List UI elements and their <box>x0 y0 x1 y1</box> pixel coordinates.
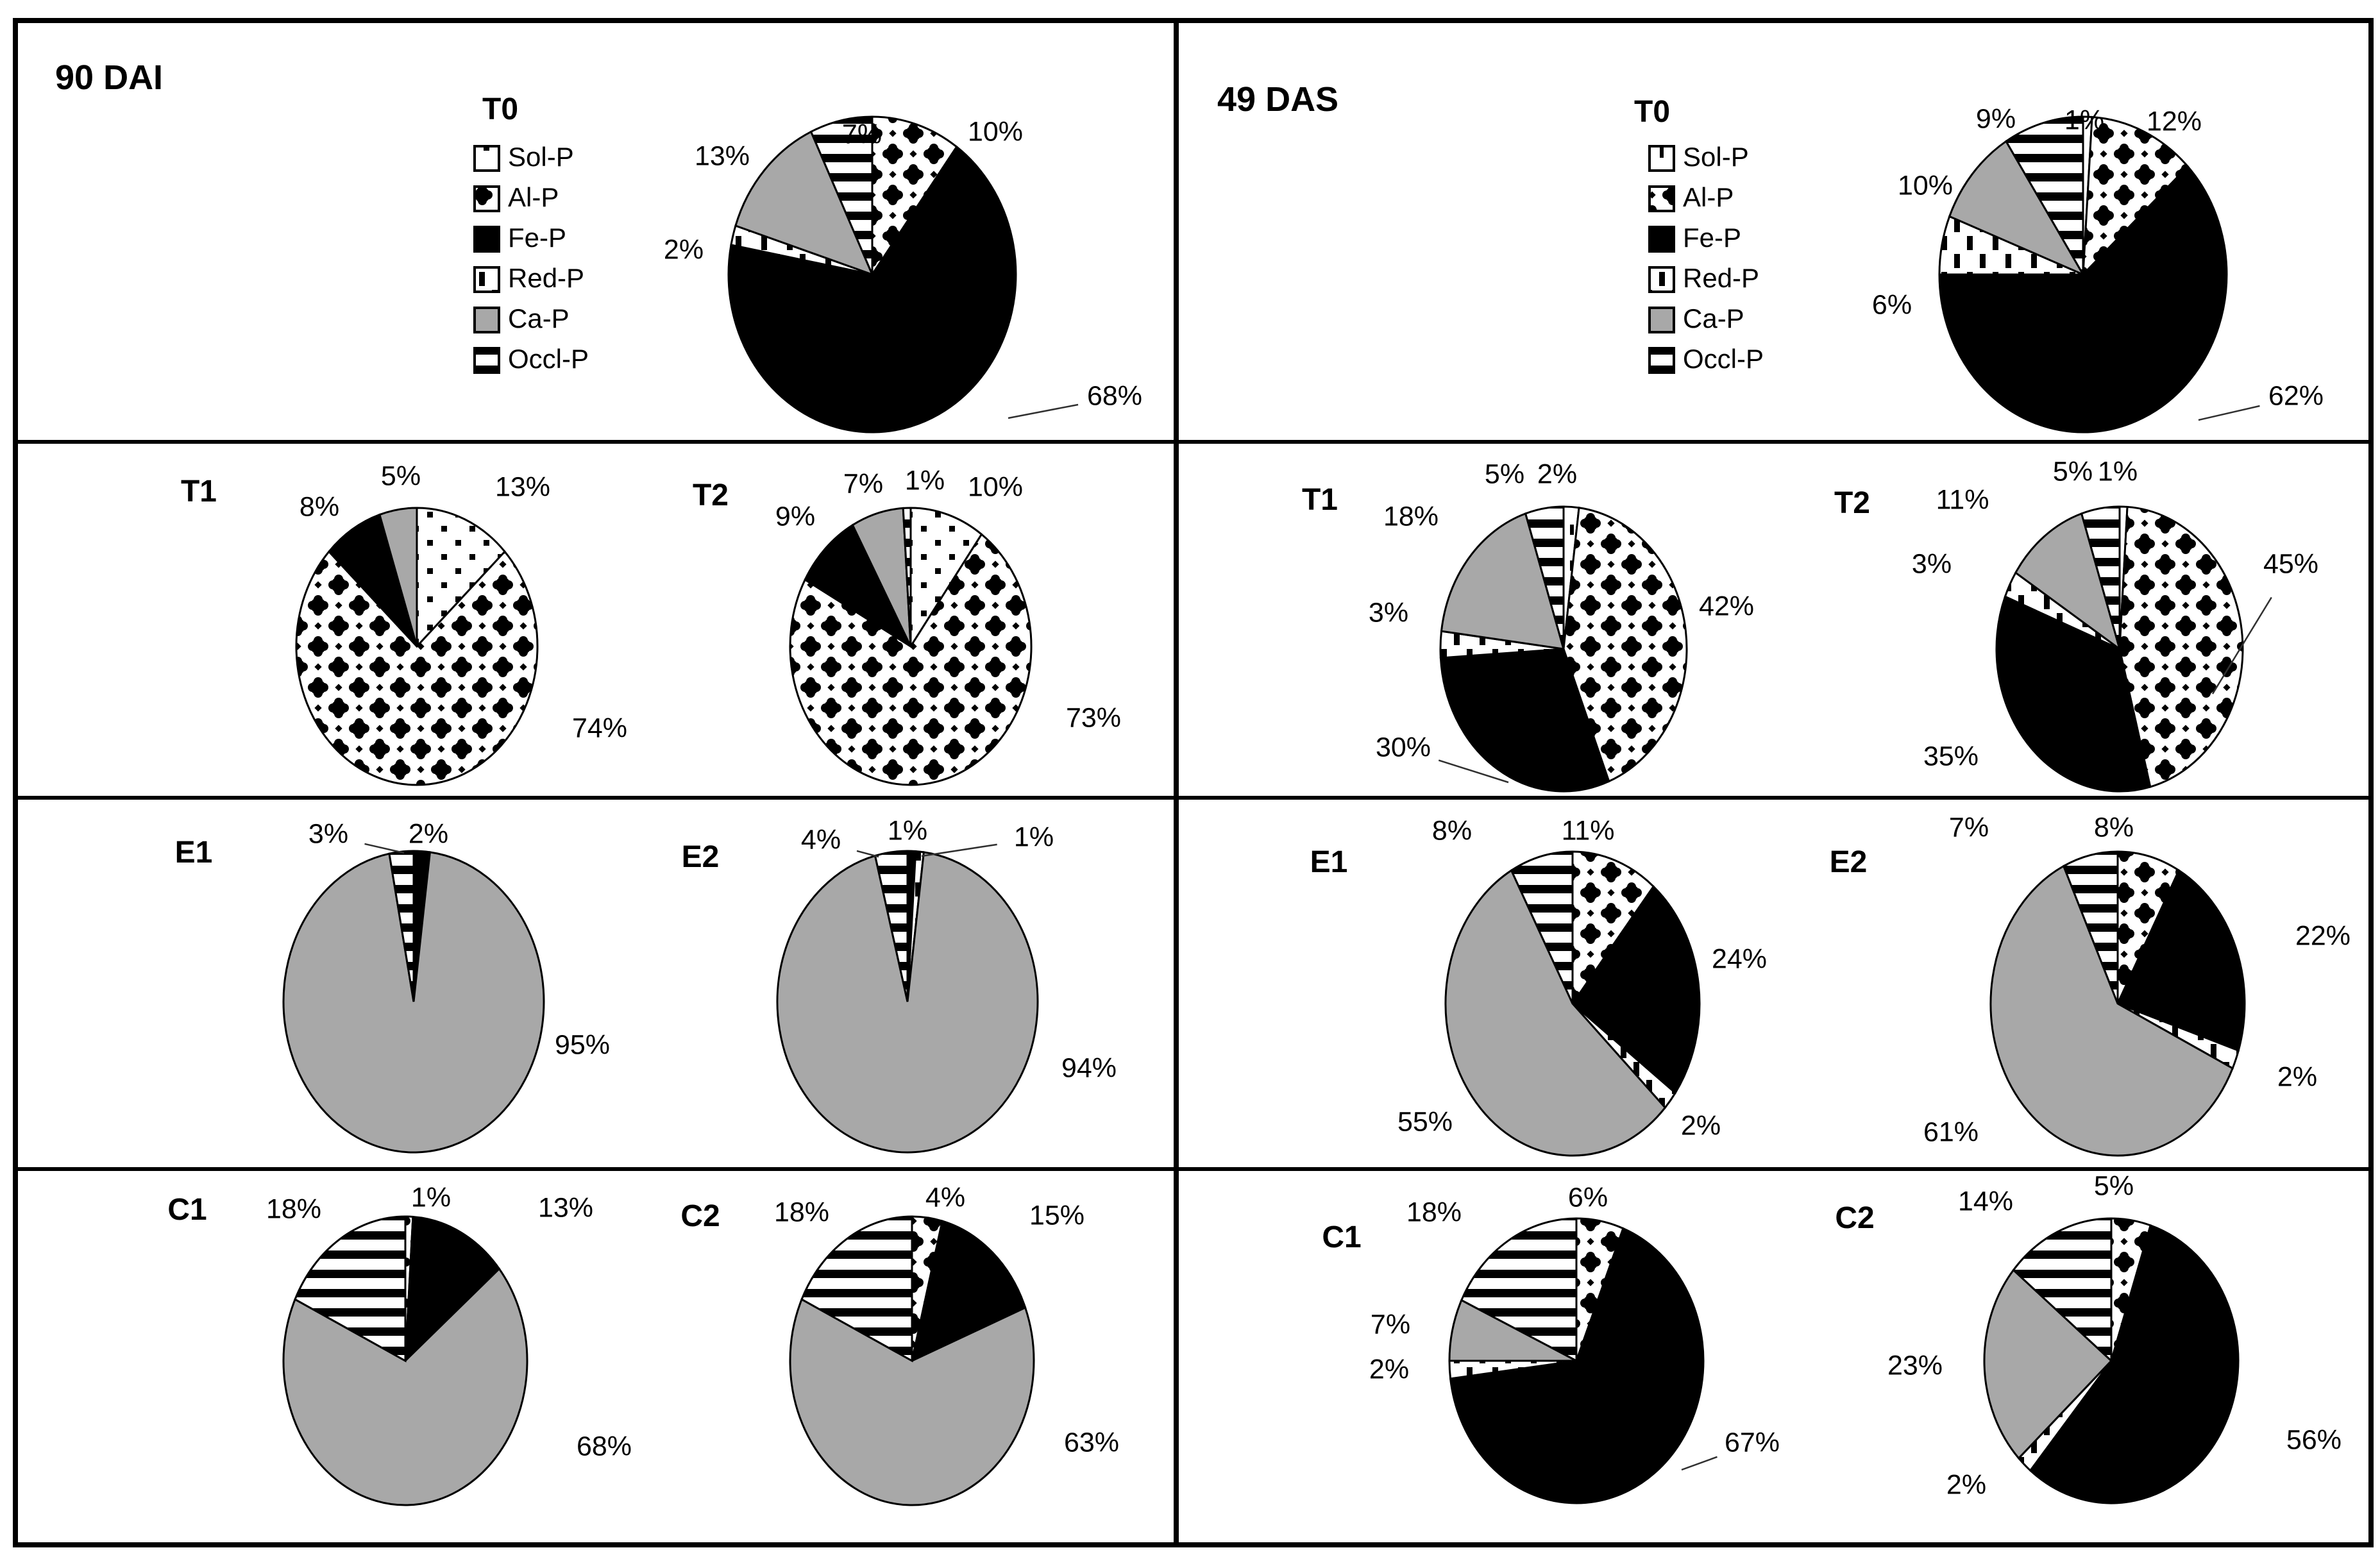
pie-title-T0: T0 <box>482 92 519 126</box>
legend-item-label: Red-P <box>1683 263 1760 293</box>
pct-label-occl: 18% <box>1406 1197 1462 1228</box>
pct-label-fe: 2% <box>408 818 449 850</box>
pie-title-C2: C2 <box>1835 1201 1875 1235</box>
pct-label-fe: 22% <box>2295 920 2351 952</box>
pct-label-red: 2% <box>2277 1061 2318 1093</box>
legend-item-label: Al-P <box>508 182 559 212</box>
pie-title-E1: E1 <box>1310 845 1348 879</box>
pct-label-fe: 24% <box>1711 943 1768 975</box>
legend-item-label: Occl-P <box>1683 344 1764 374</box>
pct-label-fe: 35% <box>1923 741 1979 772</box>
pct-label-occl: 4% <box>800 824 841 855</box>
sol-legend-swatch-icon <box>1650 146 1674 171</box>
pct-label-sol: 1% <box>2064 105 2105 136</box>
pct-label-red: 3% <box>1911 548 1952 580</box>
pct-label-al: 11% <box>1561 815 1615 846</box>
pie-90DAI-E1 <box>175 818 610 1152</box>
legend-item-label: Al-P <box>1683 182 1734 212</box>
occl-legend-swatch-icon <box>475 348 499 373</box>
pie-title-T2: T2 <box>1834 486 1871 520</box>
pct-label-occl: 7% <box>1948 812 1989 843</box>
ca-legend-swatch-icon <box>475 308 499 332</box>
pie-49DAS-C2 <box>1835 1170 2342 1503</box>
pct-label-ca: 13% <box>694 140 750 172</box>
pie-90DAI-T0 <box>482 92 1142 432</box>
pct-label-ca: 63% <box>1063 1427 1120 1458</box>
pct-label-ca: 5% <box>380 460 421 492</box>
legend-item-label: Occl-P <box>508 344 589 374</box>
pct-label-red: 2% <box>1680 1110 1721 1141</box>
pie-title-C1: C1 <box>1322 1220 1362 1254</box>
pies-layer <box>167 92 2350 1505</box>
red-legend-swatch-icon <box>1650 267 1674 292</box>
pct-label-occl: 18% <box>266 1193 322 1225</box>
pie-title-E1: E1 <box>174 836 213 870</box>
pie-title-T2: T2 <box>692 478 729 512</box>
pct-label-ca: 61% <box>1923 1116 1979 1148</box>
pct-label-ca: 23% <box>1887 1350 1943 1381</box>
pie-title-T1: T1 <box>180 475 217 509</box>
pie-90DAI-T2 <box>693 465 1121 785</box>
pct-label-occl: 14% <box>1957 1186 2014 1217</box>
pie-49DAS-E2 <box>1830 812 2350 1156</box>
pct-label-fe: 62% <box>2268 380 2324 412</box>
al-legend-swatch-icon <box>475 187 499 211</box>
panel-title-49das: 49 DAS <box>1217 80 1339 119</box>
pct-label-fe: 15% <box>1029 1200 1085 1231</box>
pct-label-sol: 2% <box>1537 459 1578 490</box>
pct-label-fe: 67% <box>1724 1427 1780 1458</box>
pct-label-ca: 18% <box>1383 501 1439 532</box>
pct-label-fe: 56% <box>2286 1424 2342 1456</box>
pct-label-ca: 95% <box>554 1029 611 1061</box>
label-leader-line <box>1682 1457 1717 1470</box>
legend-item-label: Ca-P <box>1683 303 1744 333</box>
pie-title-C2: C2 <box>680 1199 720 1233</box>
legend-item-label: Ca-P <box>508 303 570 333</box>
pct-label-occl: 7% <box>841 119 882 150</box>
pct-label-al: 5% <box>2093 1170 2134 1202</box>
legend-item-label: Sol-P <box>508 142 574 172</box>
pie-49DAS-T2 <box>1834 456 2318 791</box>
pct-label-al: 8% <box>2093 812 2134 843</box>
pct-label-red: 2% <box>1369 1354 1410 1385</box>
pct-label-al: 4% <box>925 1182 966 1213</box>
pct-label-red: 1% <box>1013 821 1054 853</box>
pie-90DAI-C1 <box>167 1182 632 1505</box>
pie-90DAI-C2 <box>680 1182 1119 1505</box>
pie-title-T0: T0 <box>1634 95 1671 129</box>
fe-legend-swatch-icon <box>475 227 499 251</box>
panel-title-90dai: 90 DAI <box>55 58 164 97</box>
al-legend-swatch-icon <box>1650 187 1674 211</box>
pct-label-red: 2% <box>663 234 704 265</box>
label-leader-line <box>857 851 879 857</box>
pct-label-ca: 94% <box>1061 1052 1117 1084</box>
pct-label-al: 73% <box>1065 702 1122 734</box>
pct-label-ca: 7% <box>1370 1309 1411 1340</box>
fe-legend-swatch-icon <box>1650 227 1674 251</box>
pct-label-fe: 13% <box>537 1192 594 1224</box>
pct-label-occl: 8% <box>1431 815 1473 846</box>
pct-label-al: 6% <box>1567 1182 1608 1213</box>
label-leader-line <box>365 844 404 853</box>
pct-label-sol: 1% <box>2097 456 2138 487</box>
pie-90DAI-E2 <box>682 815 1117 1152</box>
pct-label-red: 3% <box>1368 597 1409 628</box>
pct-label-occl: 1% <box>904 465 945 496</box>
pct-label-ca: 10% <box>1897 170 1954 201</box>
pie-title-E2: E2 <box>1829 845 1868 879</box>
legend-item-label: Fe-P <box>508 223 567 253</box>
pct-label-fe: 30% <box>1375 732 1431 763</box>
pie-49DAS-T1 <box>1302 459 1754 791</box>
label-leader-line <box>1008 405 1078 418</box>
legend-90DAI <box>475 142 589 374</box>
red-legend-swatch-icon <box>475 267 499 292</box>
pct-label-ca: 7% <box>843 468 884 500</box>
pct-label-occl: 9% <box>1975 103 2016 135</box>
pct-label-al: 10% <box>967 116 1024 147</box>
pct-label-fe: 1% <box>887 815 928 846</box>
pie-49DAS-C1 <box>1322 1182 1780 1503</box>
pct-label-ca: 55% <box>1397 1106 1453 1138</box>
pie-title-T1: T1 <box>1301 483 1338 517</box>
pct-label-ca: 68% <box>576 1431 632 1462</box>
pct-label-occl: 5% <box>2052 456 2093 487</box>
legend-item-label: Fe-P <box>1683 223 1742 253</box>
occl-legend-swatch-icon <box>1650 348 1674 373</box>
pct-label-al: 74% <box>571 712 628 744</box>
pct-label-red: 2% <box>1946 1469 1987 1501</box>
legend-item-label: Sol-P <box>1683 142 1749 172</box>
pct-label-sol: 10% <box>967 471 1024 503</box>
legend-item-label: Red-P <box>508 263 585 293</box>
pct-label-fe: 9% <box>775 501 816 532</box>
pct-label-al: 45% <box>2263 548 2319 580</box>
pie-title-C1: C1 <box>167 1193 207 1227</box>
pct-label-fe: 68% <box>1086 380 1143 412</box>
pie-90DAI-T1 <box>181 460 627 785</box>
pct-label-red: 6% <box>1871 289 1912 321</box>
pct-label-occl: 18% <box>773 1197 830 1228</box>
sol-legend-swatch-icon <box>475 146 499 171</box>
legend-49DAS <box>1650 142 1764 374</box>
label-leader-line <box>922 845 997 856</box>
label-leader-line <box>2199 406 2259 420</box>
pct-label-fe: 8% <box>299 491 340 523</box>
ca-legend-swatch-icon <box>1650 308 1674 332</box>
pct-label-ca: 11% <box>1936 484 1989 516</box>
pie-title-E2: E2 <box>681 840 720 874</box>
pct-label-al: 12% <box>2146 106 2202 137</box>
pct-label-occl: 5% <box>1484 459 1525 490</box>
pct-label-sol: 13% <box>494 471 551 503</box>
pct-label-al: 42% <box>1698 591 1755 622</box>
pct-label-occl: 3% <box>308 818 349 850</box>
pct-label-al: 1% <box>410 1182 452 1213</box>
pie-49DAS-E1 <box>1310 815 1767 1156</box>
